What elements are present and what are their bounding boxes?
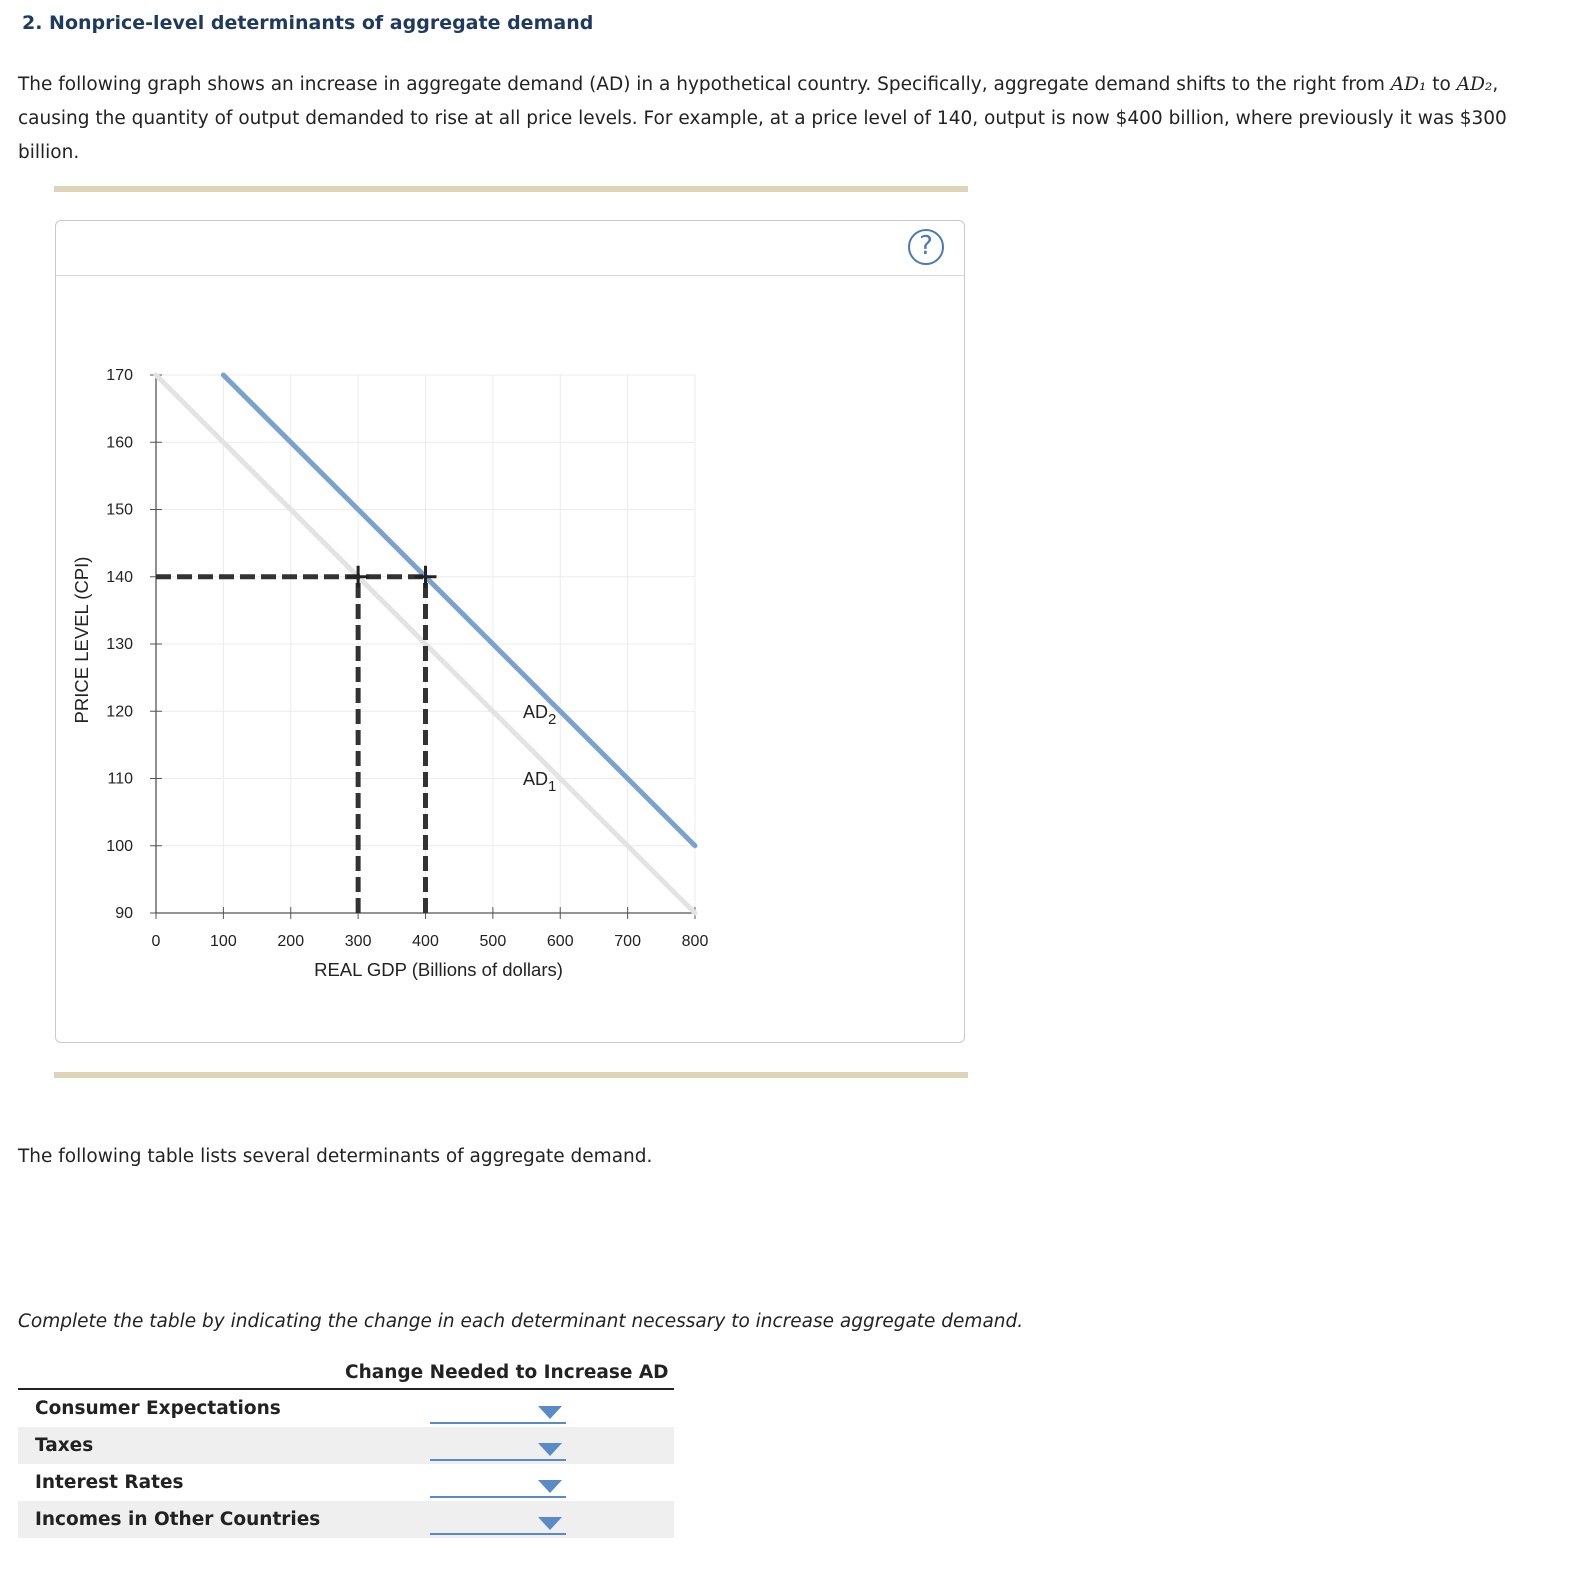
x-axis-title: REAL GDP (Billions of dollars) [314,959,563,980]
x-tick-label: 100 [210,933,237,950]
intro-ad1: AD₁ [1390,74,1427,95]
intro-text-part2: , causing the quantity of output demanded to rise at all price levels. For example, at a price level of 140, output is now $400 billion, where previously it was $300 billion. [18,74,1507,163]
graph-bottom-rule [54,1072,968,1078]
x-tick-label: 800 [681,933,709,950]
intro-text-part1: The following graph shows an increase in aggregate demand (AD) in a hypothetical country. Specifically, aggregate demand shifts to the right from [18,74,1391,95]
taxes-dropdown[interactable] [430,1437,566,1461]
determinants-table [18,1358,674,1538]
consumer-expectations-dropdown[interactable] [430,1400,566,1424]
y-tick-label: 150 [106,501,133,519]
y-tick-label: 140 [106,568,133,586]
x-tick-label: 200 [277,933,305,950]
chart-labels [71,557,563,980]
interest-rates-dropdown[interactable] [430,1474,566,1498]
help-icon[interactable]: ? [908,229,944,265]
y-tick-label: 90 [115,905,133,922]
x-tick-label: 400 [412,933,439,950]
table-row [18,1501,674,1538]
table-header-label: Change Needed to Increase AD [345,1362,669,1383]
series-line-ad2 [223,375,695,846]
y-tick-label: 160 [106,434,133,452]
row-label-interest-rates: Interest Rates [35,1472,184,1493]
table-row [18,1464,674,1501]
table-header [18,1358,674,1390]
chevron-down-icon [538,1517,562,1530]
y-tick-label: 130 [106,636,133,653]
intro-text-to: to [1426,74,1457,95]
y-axis-title: PRICE LEVEL (CPI) [71,556,92,724]
chart-axes [106,367,708,950]
table-instruction: Complete the table by indicating the change in each determinant necessary to increase aggregate demand. [18,1311,1024,1332]
chevron-down-icon [538,1480,562,1493]
x-tick-label: 700 [614,933,641,950]
y-tick-label: 100 [106,837,133,855]
chart-reference-lines [156,566,437,913]
y-tick-label: 170 [106,367,133,384]
y-tick-label: 120 [106,703,133,721]
question-title: 2. Nonprice-level determinants of aggregate demand [22,12,594,34]
x-tick-label: 0 [151,933,161,950]
table-intro-text: The following table lists several determinants of aggregate demand. [18,1146,653,1167]
x-tick-label: 600 [546,933,574,950]
series-label-ad2: $AD_2$ [522,701,557,728]
series-label-ad1: $AD_1$ [522,769,557,796]
row-label-taxes: Taxes [35,1435,94,1456]
incomes-other-countries-dropdown[interactable] [430,1511,566,1535]
row-label-incomes-other-countries: Incomes in Other Countries [35,1509,321,1530]
row-label-consumer-expectations: Consumer Expectations [35,1398,281,1419]
x-tick-label: 300 [344,933,372,950]
chevron-down-icon [538,1406,562,1419]
table-row [18,1390,674,1427]
chevron-down-icon [538,1443,562,1456]
y-tick-label: 110 [107,770,133,788]
intro-ad2: AD₂ [1456,74,1493,95]
x-tick-label: 500 [479,933,507,950]
table-row [18,1427,674,1464]
